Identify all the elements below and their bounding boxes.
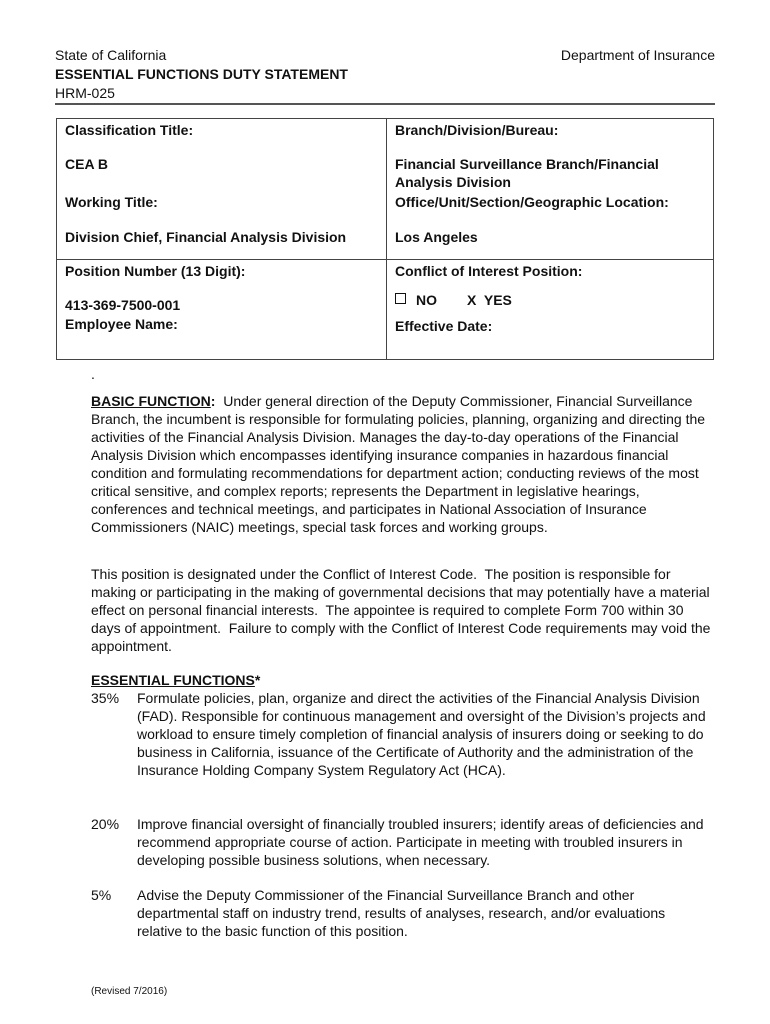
classification-title-value: CEA B — [65, 156, 109, 172]
function-percent: 5% — [91, 887, 112, 903]
conflict-yes-label: X YES — [467, 292, 512, 308]
working-title-label: Working Title: — [65, 194, 158, 210]
essential-functions-asterisk: * — [254, 672, 261, 688]
essential-functions-heading-row — [91, 671, 711, 689]
stray-mark: . — [91, 366, 95, 382]
basic-function-colon: : — [210, 393, 216, 409]
conflict-no-label: NO — [416, 292, 437, 308]
function-item — [91, 886, 711, 940]
function-item — [91, 689, 711, 779]
document-header — [55, 46, 715, 103]
department-name: Department of Insurance — [560, 47, 715, 63]
office-value: Los Angeles — [395, 229, 478, 245]
function-text: Improve financial oversight of financially troubled insurers; identify areas of deficiencies and recommend appropriate course of action. Participate in meeting with troubled insurers in developing possible business solutions, when necessary. — [137, 816, 704, 868]
conflict-options — [395, 291, 695, 309]
function-percent: 35% — [91, 690, 120, 706]
office-label: Office/Unit/Section/Geographic Location: — [395, 194, 669, 210]
basic-function-heading: BASIC FUNCTION — [91, 393, 211, 409]
conflict-of-interest-paragraph — [91, 565, 715, 655]
function-item — [91, 815, 711, 869]
position-info-table — [56, 118, 714, 360]
agency-name: State of California — [55, 47, 167, 63]
branch-value: Financial Surveillance Branch/Financial Analysis Division — [395, 156, 659, 190]
position-number-value: 413-369-7500-001 — [65, 297, 181, 313]
essential-functions-heading: ESSENTIAL FUNCTIONS — [91, 672, 255, 688]
classification-title-label: Classification Title: — [65, 122, 194, 138]
effective-date-label: Effective Date: — [395, 318, 493, 334]
table-row-divider — [57, 259, 713, 260]
employee-name-label: Employee Name: — [65, 316, 178, 332]
function-text: Formulate policies, plan, organize and direct the activities of the Financial Analysis Division (FAD). Responsible for continuous management and oversight of the Division’s projects and workload to ensure timely completion of financial analysis of insurers doing or seeking to do business in California, issuance of the Certificate of Authority and the administration of the Insurance Holding Company System Regulatory Act (HCA). — [137, 690, 706, 778]
basic-function-text: Under general direction of the Deputy Commissioner, Financial Surveillance Branch, the incumbent is responsible for formulating policies, planning, organizing and directing the activities of the Financial Analysis Division. Manages the day-to-day operations of the Financial Analysis Division which encompasses identifying insurance companies in hazardous financial condition and formulating recommendations for department action; conducting reviews of the most critical sensitive, and complex reports; represents the Department in legislative hearings, conferences and technical meetings, and participates in National Association of Insurance Commissioners (NAIC) meetings, special task forces and working groups. — [91, 393, 709, 535]
function-percent: 20% — [91, 816, 120, 832]
document-title: ESSENTIAL FUNCTIONS DUTY STATEMENT — [55, 66, 348, 82]
position-number-label: Position Number (13 Digit): — [65, 263, 246, 279]
function-text: Advise the Deputy Commissioner of the Financial Surveillance Branch and other departmental staff on industry trend, results of analyses, research, and/or evaluations relative to the basic function of this position. — [137, 887, 666, 939]
header-divider — [55, 103, 715, 105]
working-title-value: Division Chief, Financial Analysis Division — [65, 229, 347, 245]
revision-footer: (Revised 7/2016) — [91, 986, 168, 997]
no-checkbox-icon[interactable] — [395, 293, 406, 304]
conflict-of-interest-label: Conflict of Interest Position: — [395, 263, 583, 279]
conflict-paragraph-text: This position is designated under the Conflict of Interest Code. The position is responsible for making or participating in the making of governmental decisions that may potentially have a material effect on personal financial interests. The appointee is required to complete Form 700 within 30 days of appointment. Failure to comply with the Conflict of Interest Code requirements may void the appointment. — [91, 566, 715, 654]
basic-function-section — [91, 392, 711, 536]
branch-label: Branch/Division/Bureau: — [395, 122, 559, 138]
form-number: HRM-025 — [55, 85, 115, 101]
table-column-divider — [386, 119, 387, 359]
